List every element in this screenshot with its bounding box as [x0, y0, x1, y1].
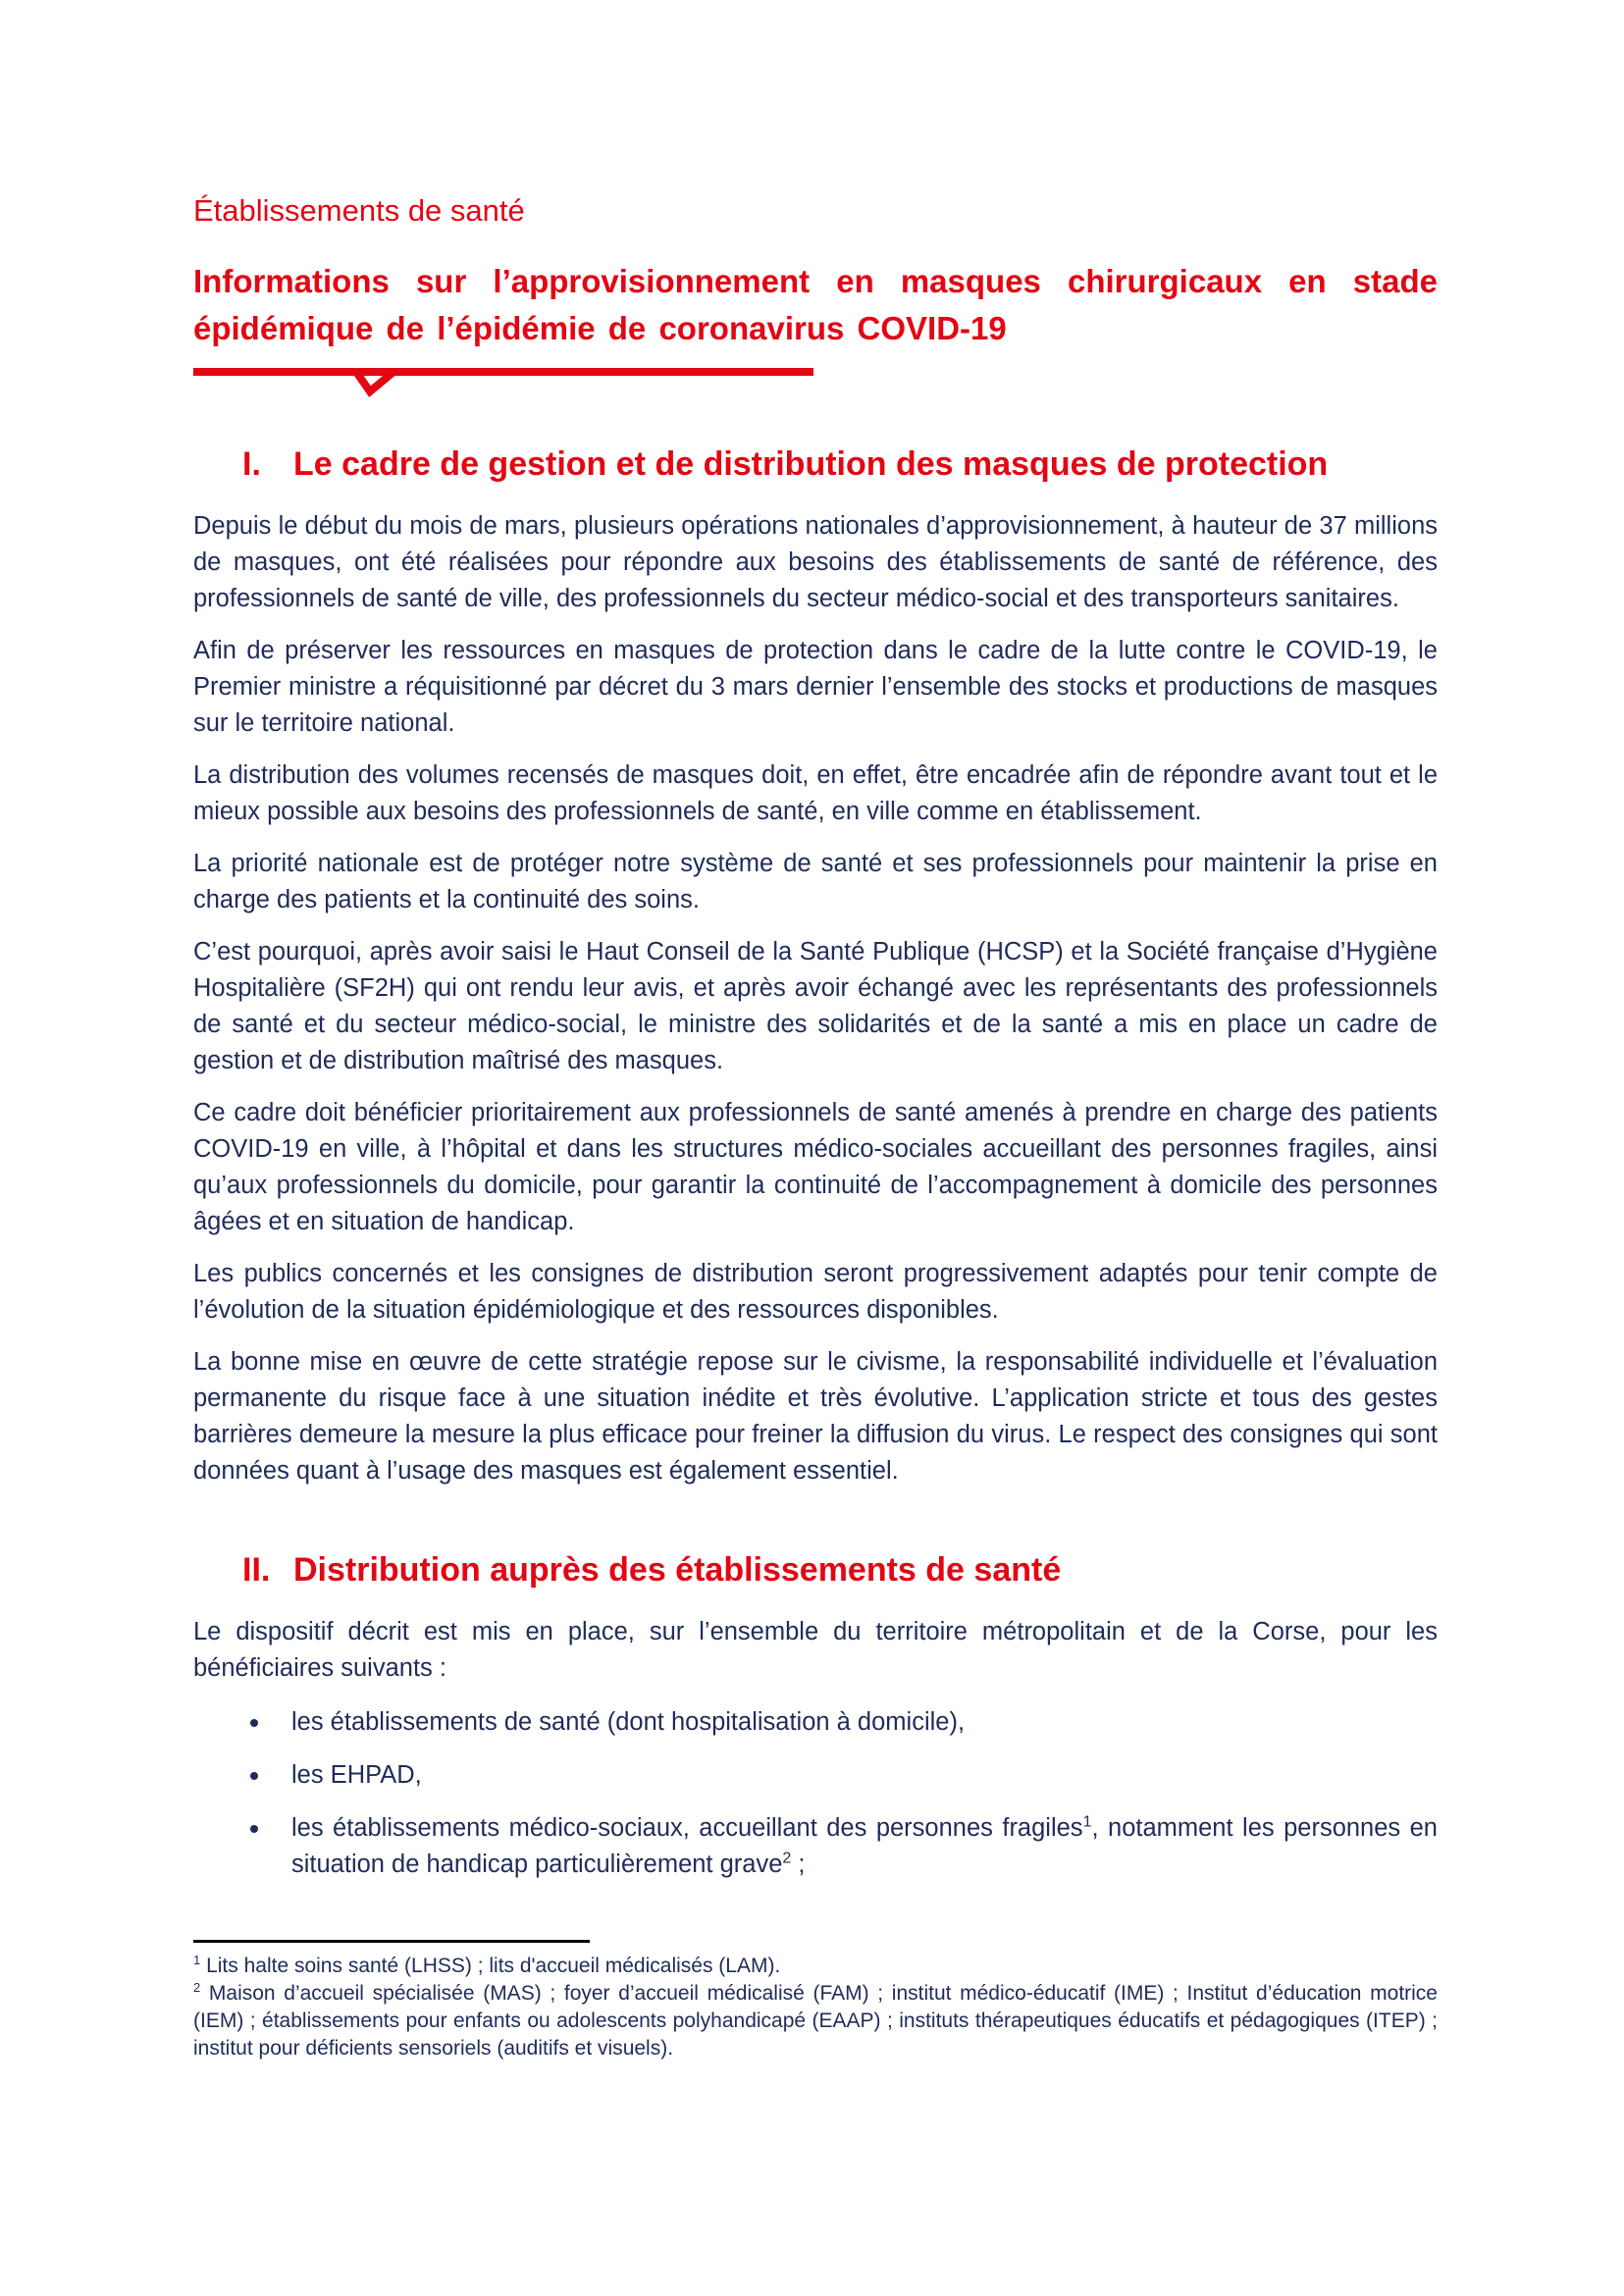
bullet-dot-icon	[250, 1719, 258, 1727]
section-1-title: Le cadre de gestion et de distribution des masques de protection	[293, 445, 1329, 484]
footnote-ref-1[interactable]: 1	[1082, 1813, 1092, 1831]
section-2-heading	[193, 1550, 1438, 1591]
list-item-text: les EHPAD,	[291, 1760, 422, 1789]
footnote-ref-2[interactable]: 2	[782, 1850, 792, 1867]
section-2-title: Distribution auprès des établissements de santé	[293, 1550, 1062, 1589]
footnote-text: Maison d’accueil spécialisée (MAS) ; foyer d’accueil médicalisé (FAM) ; institut médico-éducatif (IME) ; Institut d’éducation motrice (IEM) ; établissements pour enfants ou adolescents polyhandicapé (EAAP) ; instituts thérapeutiques éducatifs et pédagogiques (ITEP) ; institut pour déficients sensoriels (auditifs et visuels).	[193, 1981, 1438, 2060]
list-item-text: les établissements médico-sociaux, accueillant des personnes fragiles	[291, 1813, 1083, 1842]
title-underline-decoration	[193, 368, 813, 399]
paragraph: C’est pourquoi, après avoir saisi le Haut Conseil de la Santé Publique (HCSP) et la Société française d’Hygiène Hospitalière (SF2H) qui ont rendu leur avis, et après avoir échangé avec les représentants des professionnels de santé et du secteur médico-social, le ministre des solidarités et de la santé a mis en place un cadre de gestion et de distribution maîtrisé des masques.	[193, 937, 1438, 1074]
section-1-heading	[193, 444, 1438, 485]
footnote-separator	[193, 1940, 590, 1943]
section-2-intro: Le dispositif décrit est mis en place, sur l’ensemble du territoire métropolitain et de la Corse, pour les bénéficiaires suivants :	[193, 1617, 1438, 1682]
list-item-text: les établissements de santé (dont hospitalisation à domicile),	[291, 1707, 966, 1736]
footnotes	[193, 1953, 1438, 2062]
list-item	[193, 1810, 1438, 1883]
document-kicker: Établissements de santé	[193, 193, 525, 228]
section-2-number: II.	[242, 1550, 271, 1589]
footnote-mark: 2	[193, 1979, 201, 1995]
list-item-text: ;	[791, 1850, 806, 1878]
document-page	[193, 192, 1438, 2062]
list-item	[193, 1757, 1438, 1794]
paragraph: La distribution des volumes recensés de masques doit, en effet, être encadrée afin de répondre avant tout et le mieux possible aux besoins des professionnels de santé, en ville comme en établissement.	[193, 760, 1438, 825]
footnote-1	[193, 1953, 1438, 1980]
list-item	[193, 1704, 1438, 1741]
bullet-dot-icon	[250, 1825, 258, 1833]
paragraph: Ce cadre doit bénéficier prioritairement aux professionnels de santé amenés à prendre en charge des patients COVID-19 en ville, à l’hôpital et dans les structures médico-sociales accueillant des personnes fragiles, ainsi qu’aux professionnels du domicile, pour garantir la continuité de l’accompagnement à domicile des personnes âgées et en situation de handicap.	[193, 1098, 1438, 1235]
paragraph: Depuis le début du mois de mars, plusieurs opérations nationales d’approvisionnement, à hauteur de 37 millions de masques, ont été réalisées pour répondre aux besoins des établissements de santé de référence, des professionnels de santé de ville, des professionnels du secteur médico-social et des transporteurs sanitaires.	[193, 511, 1438, 612]
list-item-text: , notamment les personnes en situation de handicap particulièrement grave	[291, 1813, 1438, 1878]
document-title: Informations sur l’approvisionnement en masques chirurgicaux en stade épidémique de l’épidémie de coronavirus COVID-19	[193, 263, 1438, 347]
paragraph: Afin de préserver les ressources en masques de protection dans le cadre de la lutte contre le COVID-19, le Premier ministre a réquisitionné par décret du 3 mars dernier l’ensemble des stocks et productions de masques sur le territoire national.	[193, 636, 1438, 737]
paragraph: La priorité nationale est de protéger notre système de santé et ses professionnels pour maintenir la prise en charge des patients et la continuité des soins.	[193, 849, 1438, 913]
footnote-text: Lits halte soins santé (LHSS) ; lits d'accueil médicalisés (LAM).	[200, 1954, 781, 1977]
paragraph: Les publics concernés et les consignes de distribution seront progressivement adaptés pour tenir compte de l’évolution de la situation épidémiologique et des ressources disponibles.	[193, 1259, 1438, 1324]
section-1-number: I.	[242, 445, 261, 484]
bullet-dot-icon	[250, 1772, 258, 1780]
beneficiaries-list	[193, 1704, 1438, 1883]
paragraph: La bonne mise en œuvre de cette stratégie repose sur le civisme, la responsabilité individuelle et l’évaluation permanente du risque face à une situation inédite et très évolutive. L’application stricte et tous des gestes barrières demeure la mesure la plus efficace pour freiner la diffusion du virus. Le respect des consignes qui sont données quant à l’usage des masques est également essentiel.	[193, 1347, 1438, 1485]
footnote-mark: 1	[193, 1952, 201, 1967]
footnote-2	[193, 1980, 1438, 2062]
